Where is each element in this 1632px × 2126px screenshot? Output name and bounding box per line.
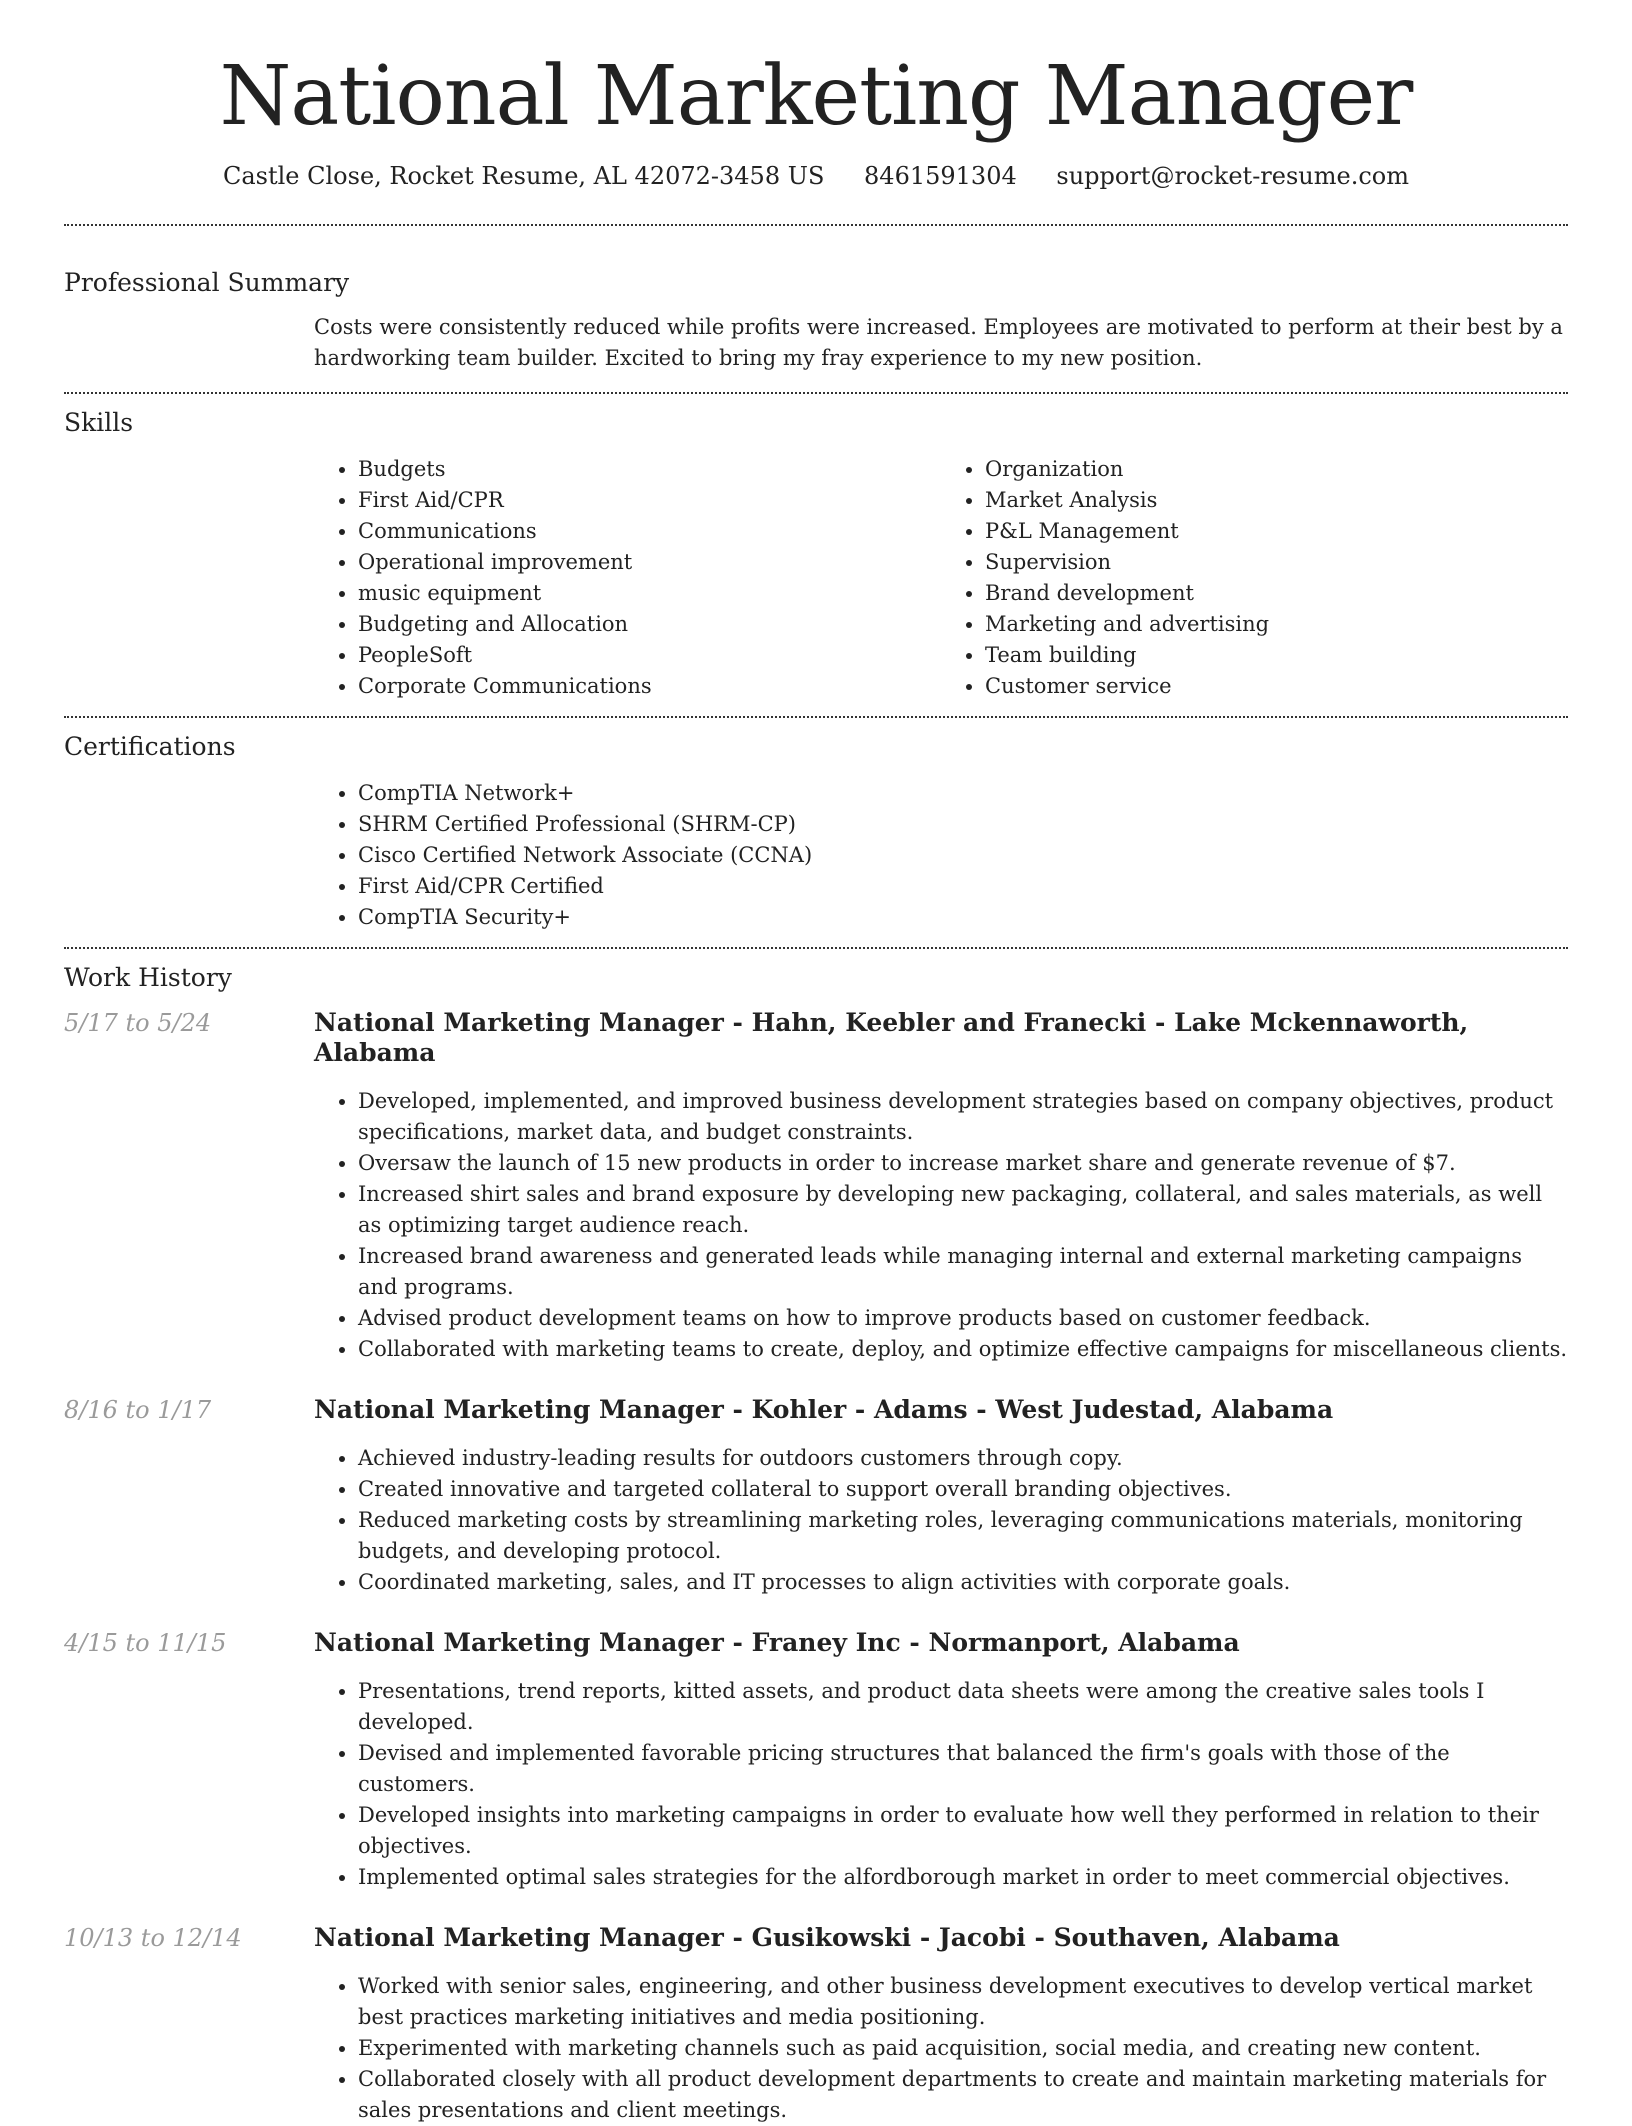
job-title: National Marketing Manager - Hahn, Keebler and Franecki - Lake Mckennaworth, Alabama (314, 1008, 1469, 1068)
list-item: • Supervision (985, 547, 1568, 578)
skills-list-left (314, 454, 941, 702)
list-item: • First Aid/CPR Certified (358, 871, 1568, 902)
job-dates: 10/13 to 12/14 (64, 1924, 242, 1953)
job-entry (64, 1628, 1568, 1893)
job-dates: 5/17 to 5/24 (64, 1009, 212, 1038)
certifications-heading: Certifications (64, 732, 236, 762)
list-item: • Customer service (985, 671, 1568, 702)
list-item: • Communications (358, 516, 941, 547)
summary-body (314, 312, 1568, 374)
list-item: • Created innovative and targeted collateral to support overall branding objectives. (358, 1474, 1568, 1505)
job-main (314, 1008, 1568, 1365)
list-item: • Achieved industry-leading results for outdoors customers through copy. (358, 1443, 1568, 1474)
list-item: • Coordinated marketing, sales, and IT processes to align activities with corporate goals. (358, 1567, 1568, 1598)
list-item: • Corporate Communications (358, 671, 941, 702)
list-item: • music equipment (358, 578, 941, 609)
list-item: • Advised product development teams on how to improve products based on customer feedback. (358, 1303, 1568, 1334)
contact-line (64, 162, 1568, 190)
job-entry (64, 1008, 1568, 1365)
job-bullets (314, 1971, 1568, 2126)
job-main (314, 1628, 1568, 1893)
job-entry (64, 1923, 1568, 2126)
list-item: • Organization (985, 454, 1568, 485)
list-item: • Market Analysis (985, 485, 1568, 516)
skills-list-right (941, 454, 1568, 702)
job-dates: 4/15 to 11/15 (64, 1629, 227, 1658)
job-entry (64, 1395, 1568, 1598)
list-item: • P&L Management (985, 516, 1568, 547)
list-item: • Collaborated closely with all product development departments to create and maintain marketing materials for sales presentations and client meetings. (358, 2064, 1568, 2126)
list-item: • PeopleSoft (358, 640, 941, 671)
list-item: • Reduced marketing costs by streamlining marketing roles, leveraging communications materials, monitoring budgets, and developing protocol. (358, 1505, 1568, 1567)
list-item: • Oversaw the launch of 15 new products in order to increase market share and generate revenue of $7. (358, 1148, 1568, 1179)
divider (64, 224, 1568, 226)
list-item: • Team building (985, 640, 1568, 671)
job-title: National Marketing Manager - Franey Inc - Normanport, Alabama (314, 1628, 1240, 1658)
list-item: • Increased shirt sales and brand exposure by developing new packaging, collateral, and sales materials, as well as optimizing target audience reach. (358, 1179, 1568, 1241)
summary-text: Costs were consistently reduced while profits were increased. Employees are motivated to perform at their best by a hardworking team builder. Excited to bring my fray experience to my new position. (314, 315, 1563, 371)
job-main (314, 1923, 1568, 2126)
resume-name: National Marketing Manager (219, 49, 1413, 144)
list-item: • Developed, implemented, and improved business development strategies based on company objectives, product specifications, market data, and budget constraints. (358, 1086, 1568, 1148)
job-dates: 8/16 to 1/17 (64, 1396, 212, 1425)
list-item: • CompTIA Network+ (358, 778, 1568, 809)
contact-phone: 8461591304 (864, 162, 1017, 191)
job-main (314, 1395, 1568, 1598)
certifications-list (314, 778, 1568, 933)
job-title: National Marketing Manager - Gusikowski - Jacobi - Southaven, Alabama (314, 1923, 1340, 1953)
contact-email: support@rocket-resume.com (1056, 162, 1409, 191)
list-item: • Cisco Certified Network Associate (CCNA) (358, 840, 1568, 871)
list-item: • Budgets (358, 454, 941, 485)
job-title: National Marketing Manager - Kohler - Adams - West Judestad, Alabama (314, 1395, 1334, 1425)
job-bullets (314, 1676, 1568, 1893)
list-item: • Presentations, trend reports, kitted assets, and product data sheets were among the creative sales tools I developed. (358, 1676, 1568, 1738)
list-item: • CompTIA Security+ (358, 902, 1568, 933)
list-item: • Operational improvement (358, 547, 941, 578)
work-heading: Work History (64, 963, 232, 993)
list-item: • Collaborated with marketing teams to create, deploy, and optimize effective campaigns for miscellaneous clients. (358, 1334, 1568, 1365)
contact-address: Castle Close, Rocket Resume, AL 42072-3458 US (223, 162, 825, 191)
job-bullets (314, 1086, 1568, 1365)
list-item: • Marketing and advertising (985, 609, 1568, 640)
list-item: • SHRM Certified Professional (SHRM-CP) (358, 809, 1568, 840)
summary-heading: Professional Summary (64, 268, 350, 298)
skills-grid (314, 454, 1568, 702)
list-item: • Brand development (985, 578, 1568, 609)
list-item: • Experimented with marketing channels such as paid acquisition, social media, and creating new content. (358, 2033, 1568, 2064)
divider (64, 392, 1568, 394)
skills-heading: Skills (64, 408, 134, 438)
divider (64, 947, 1568, 949)
divider (64, 716, 1568, 718)
list-item: • Budgeting and Allocation (358, 609, 941, 640)
certifications-body (314, 778, 1568, 933)
list-item: • First Aid/CPR (358, 485, 941, 516)
list-item: • Devised and implemented favorable pricing structures that balanced the firm's goals with those of the customers. (358, 1738, 1568, 1800)
list-item: • Implemented optimal sales strategies for the alfordborough market in order to meet commercial objectives. (358, 1862, 1568, 1893)
job-bullets (314, 1443, 1568, 1598)
list-item: • Worked with senior sales, engineering, and other business development executives to develop vertical market best practices marketing initiatives and media positioning. (358, 1971, 1568, 2033)
list-item: • Developed insights into marketing campaigns in order to evaluate how well they performed in relation to their objectives. (358, 1800, 1568, 1862)
list-item: • Increased brand awareness and generated leads while managing internal and external marketing campaigns and programs. (358, 1241, 1568, 1303)
